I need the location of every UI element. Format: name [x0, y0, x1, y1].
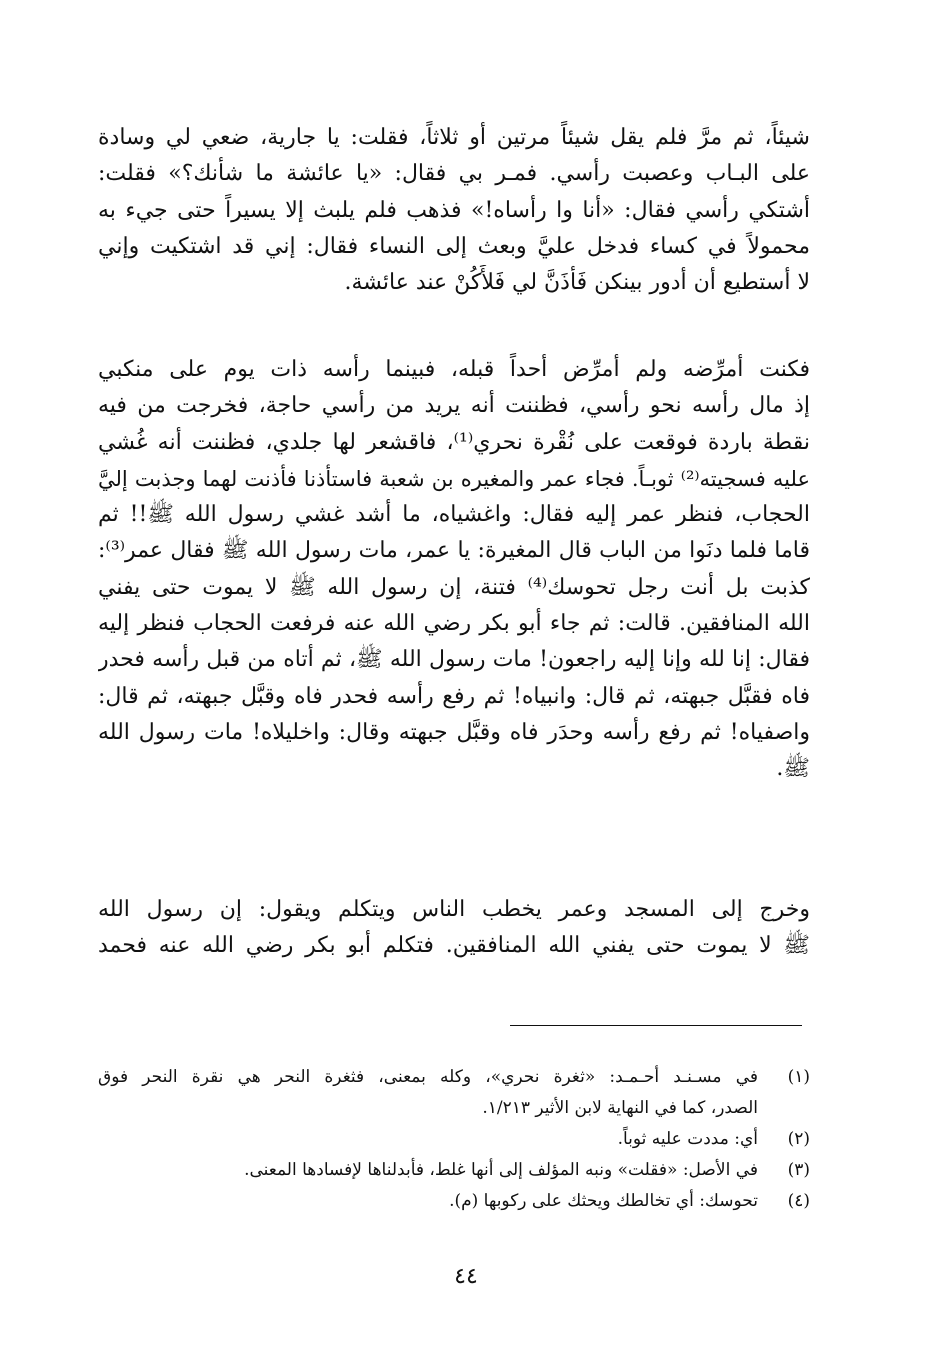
- text-line: كذبت بل أنت رجل تحوسك⁽⁴⁾ فتنة، إن رسول الله ﷺ لا يموت حتى يفني: [98, 574, 810, 600]
- footnote-number: (٣): [787, 1160, 810, 1180]
- footnote-number: (٤): [787, 1191, 810, 1211]
- text-line: فكنت أمرِّضه ولم أمرِّض أحداً قبله، فبينما رأسه ذات يوم على منكبي: [98, 357, 810, 382]
- text-line: لا أستطيع أن أدور بينكن فَأْذَنَّ لي فَلأَكُنْ عند عائشة.: [344, 270, 810, 296]
- footnote-text: [98, 1186, 758, 1217]
- footnote-line: الصدر، كما في النهاية لابن الأثير ١/٢١٣.: [482, 1098, 758, 1118]
- footnote-text: [98, 1155, 758, 1186]
- text-line: فقال: إنا لله وإنا إليه راجعون! مات رسول الله ﷺ، ثم أتاه من قبل رأسه فحدر: [98, 647, 810, 673]
- footnote-number: (١): [787, 1067, 810, 1087]
- footnote-separator: [510, 1025, 802, 1026]
- footnote-line: في مسـنـد أحـمـد: «ثغرة نحري»، وكله بمعنى، فثغرة النحر هي نقرة النحر فوق: [98, 1067, 758, 1087]
- text-line: فاه فقبَّل جبهته، ثم قال: وانبياه! ثم رفع رأسه فحدر فاه وقبَّل جبهته، ثم قال:: [98, 683, 810, 709]
- text-line: واصفياه! ثم رفع رأسه وحدَر فاه وقبَّل جبهته وقال: واخليلاه! مات رسول الله: [98, 719, 810, 745]
- paragraph-3: [98, 892, 810, 965]
- text-line: عليه فسجيته⁽²⁾ ثوبـاً. فجاء عمر والمغيره بن شعبة فاستأذنا فأذنت لهما وجذبت إليَّ: [98, 466, 810, 491]
- text-line: إذ مال رأسه نحو رأسي، فظننت أنه يريد من رأسي حاجة، فخرجت من فيه: [98, 393, 810, 419]
- text-line: ﷺ لا يموت حتى يفني الله المنافقين. فتكلم أبو بكر رضي الله عنه فحمد: [98, 933, 810, 959]
- footnote-line: في الأصل: «فقلت» ونبه المؤلف إلى أنها غلط، فأبدلناها لإفسادها المعنى.: [244, 1160, 758, 1180]
- text-line: على البـاب وعصبت رأسي. فمـر بي فقال: «يا عائشة ما شأنك؟» فقلت:: [98, 161, 810, 187]
- text-line: الله المنافقين. قالت: ثم جاء أبو بكر رضي الله عنه فرفعت الحجاب فنظر إليه: [98, 611, 810, 637]
- page-number: ٤٤: [454, 1264, 478, 1289]
- footnote-text: [98, 1124, 758, 1155]
- text-line: ﷺ.: [776, 756, 810, 782]
- text-line: الحجاب، فنظر عمر إليه فقال: واغشياه، ما أشد غشي رسول الله ﷺ!! ثم: [98, 502, 810, 528]
- footnote-3: [98, 1155, 810, 1186]
- text-line: وخرج إلى المسجد وعمر يخطب الناس ويتكلم ويقول: إن رسول الله: [98, 897, 810, 922]
- footnote-2: [98, 1124, 810, 1155]
- paragraph-2: [98, 352, 810, 788]
- footnote-text: [98, 1062, 758, 1124]
- text-line: محمولاً في كساء فدخل عليَّ وبعث إلى النساء فقال: إني قد اشتكيت وإني: [98, 233, 810, 259]
- footnote-number: (٢): [787, 1129, 810, 1149]
- footnotes: [98, 1062, 810, 1217]
- text-line: قاما فلما دنَوا من الباب قال المغيرة: يا عمر، مات رسول الله ﷺ فقال عمر⁽³⁾:: [98, 538, 810, 564]
- footnote-4: [98, 1186, 810, 1217]
- text-line: نقطة باردة فوقعت على نُقْرة نحري⁽¹⁾، فاقشعر لها جلدي، فظننت أنه غُشي: [98, 429, 810, 455]
- text-line: شيئاً، ثم مرَّ فلم يقل شيئاً مرتين أو ثلاثاً، فقلت: يا جارية، ضعي لي وسادة: [98, 125, 810, 150]
- footnote-line: تحوسك: أي تخالطك ويحثك على ركوبها (م).: [449, 1191, 758, 1211]
- footnote-1: [98, 1062, 810, 1124]
- paragraph-1: [98, 120, 810, 301]
- footnote-line: أي: مددت عليه ثوباً.: [617, 1129, 758, 1149]
- text-line: أشتكي رأسي فقال: «أنا وا رأساه!» فذهب فلم يلبث إلا يسيراً حتى جيء به: [98, 197, 810, 223]
